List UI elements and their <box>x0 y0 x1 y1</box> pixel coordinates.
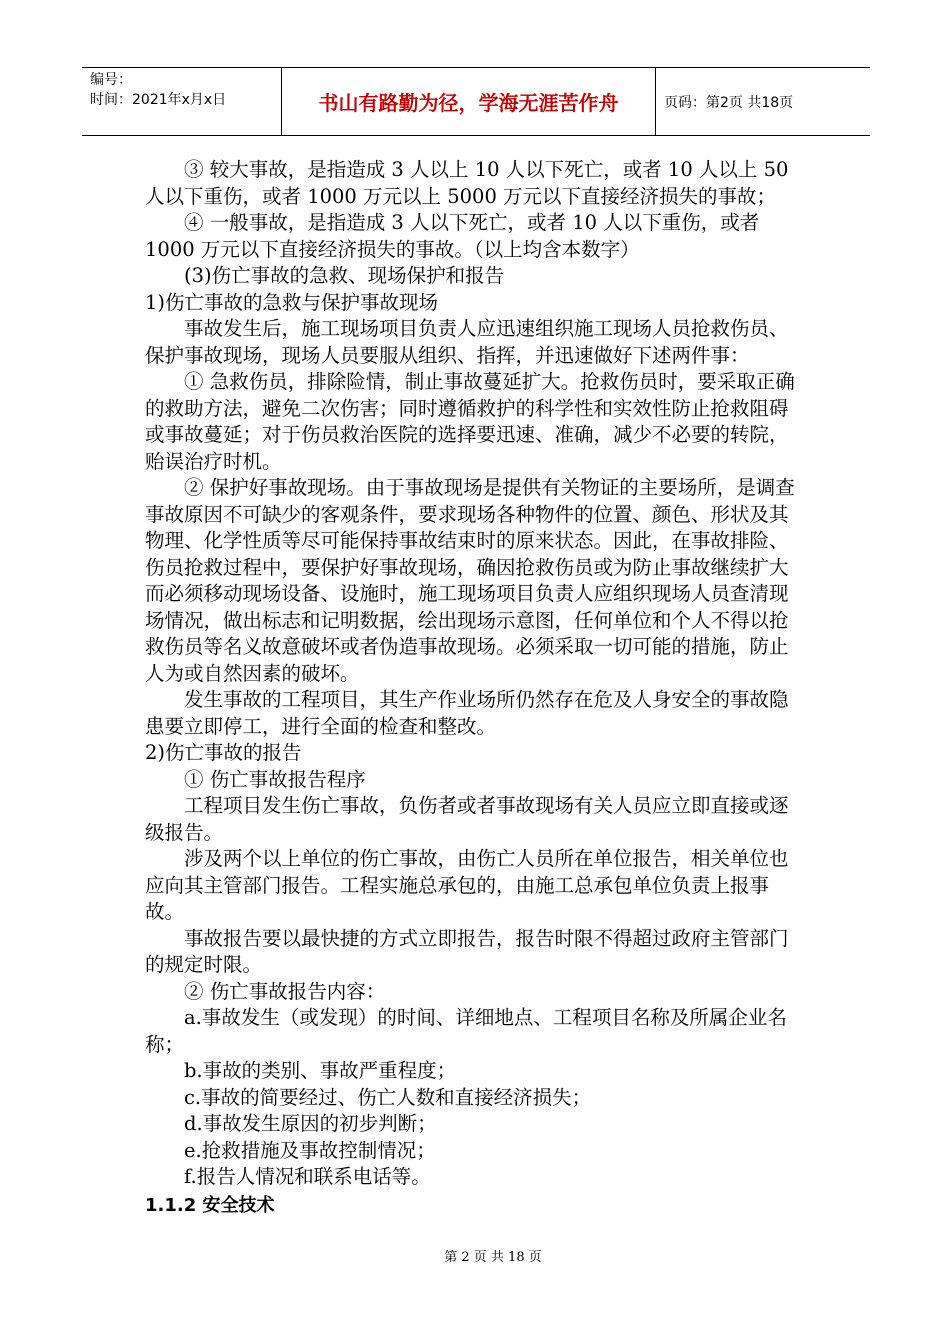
list-item: a.事故发生（或发现）的时间、详细地点、工程项目名称及所属企业名称； <box>145 1006 787 1056</box>
page-header <box>82 67 870 136</box>
section-title: 1.1.2 安全技术 <box>145 1194 275 1216</box>
paragraph: 发生事故的工程项目，其生产作业场所仍然存在危及人身安全的事故隐患要立即停工，进行全面的检查和整改。 <box>145 688 789 738</box>
paragraph: 事故报告要以最快捷的方式立即报告，报告时限不得超过政府主管部门的规定时限。 <box>145 926 789 976</box>
paragraph: 工程项目发生伤亡事故，负伤者或者事故现场有关人员应立即直接或逐级报告。 <box>145 794 789 844</box>
page-footer: 第 2 页 共 18 页 <box>444 1250 542 1265</box>
paragraph: 事故发生后，施工现场项目负责人应迅速组织施工现场人员抢救伤员、保护事故现场，现场人员要服从组织、指挥，并迅速做好下述两件事： <box>145 317 789 367</box>
paragraph: ③ 较大事故，是指造成 3 人以上 10 人以下死亡，或者 10 人以上 50 人以下重伤，或者 1000 万元以上 5000 万元以下直接经济损失的事故； <box>145 158 789 208</box>
document-date-label: 时间：2021年x月x日 <box>90 92 227 108</box>
paragraph: ① 伤亡事故报告程序 <box>184 767 366 791</box>
subheading: 2)伤亡事故的报告 <box>145 741 302 764</box>
subheading: (3)伤亡事故的急救、现场保护和报告 <box>184 264 505 287</box>
header-meta <box>82 68 282 135</box>
header-page-info: 页码：第2页 共18页 <box>664 94 794 111</box>
paragraph: ② 伤亡事故报告内容： <box>184 979 386 1003</box>
document-number-label: 编号： <box>90 72 132 88</box>
paragraph: ④ 一般事故，是指造成 3 人以下死亡，或者 10 人以下重伤，或者 1000 万元以下直接经济损失的事故。（以上均含本数字） <box>145 211 760 261</box>
paragraph: ① 急救伤员，排除险情，制止事故蔓延扩大。抢救伤员时，要采取正确的救助方法，避免二次伤害；同时遵循救护的科学性和实效性防止抢救阻碍或事故蔓延；对于伤员救治医院的选择要迅速、准确，减少不必要的转院，贻误治疗时机。 <box>145 370 795 473</box>
list-item: d.事故发生原因的初步判断； <box>184 1112 437 1135</box>
document-body <box>145 157 807 1219</box>
header-motto: 书山有路勤为径，学海无涯苦作舟 <box>282 68 656 135</box>
subheading: 1)伤亡事故的急救与保护事故现场 <box>145 290 439 314</box>
list-item: e.抢救措施及事故控制情况； <box>184 1138 436 1162</box>
paragraph: 涉及两个以上单位的伤亡事故，由伤亡人员所在单位报告，相关单位也应向其主管部门报告。工程实施总承包的，由施工总承包单位负责上报事故。 <box>145 847 789 923</box>
list-item: f.报告人情况和联系电话等。 <box>184 1165 431 1188</box>
list-item: c.事故的简要经过、伤亡人数和直接经济损失； <box>184 1085 592 1109</box>
paragraph: ② 保护好事故现场。由于事故现场是提供有关物证的主要场所，是调查事故原因不可缺少的客观条件，要求现场各种物件的位置、颜色、形状及其物理、化学性质等尽可能保持事故结束时的原来状态。因此，在事故排险、伤员抢救过程中，要保护好事故现场，确因抢救伤员或为防止事故继续扩大而必须移动现场设备、设施时，施工现场项目负责人应组织现场人员查清现场情况，做出标志和记明数据，绘出现场示意图，任何单位和个人不得以抢救伤员等名义故意破坏或者伪造事故现场。必须采取一切可能的措施，防止人为或自然因素的破坏。 <box>145 476 795 685</box>
list-item: b.事故的类别、事故严重程度； <box>184 1059 457 1082</box>
